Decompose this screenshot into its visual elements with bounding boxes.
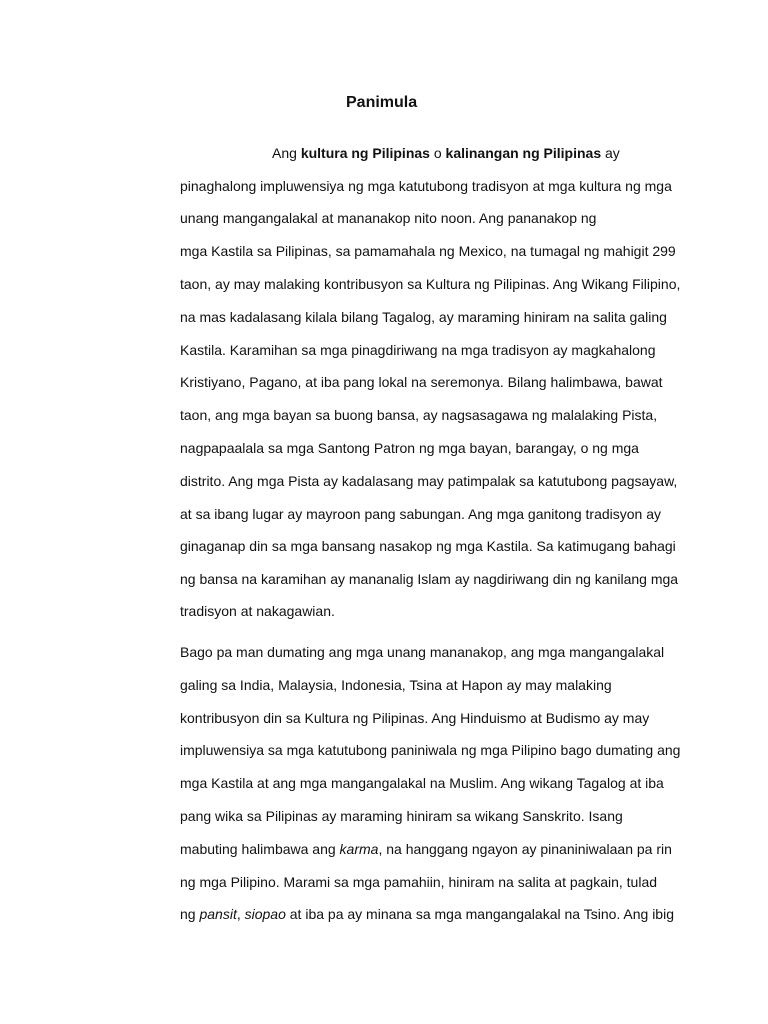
text-line: nagpapaalala sa mga Santong Patron ng mga bayan, barangay, o ng mga	[180, 440, 639, 456]
text-line: ng bansa na karamihan ay mananalig Islam ay nagdiriwang din ng kanilang mga	[180, 571, 679, 587]
text-line	[180, 840, 720, 858]
text-run: o	[429, 145, 446, 161]
italic-term: karma	[339, 841, 379, 857]
text-line: mga Kastila at ang mga mangangalakal na Muslim. Ang wikang Tagalog at iba	[180, 775, 664, 791]
text-line	[180, 905, 720, 923]
bold-term: kultura ng Pilipinas	[300, 145, 430, 161]
text-line: Bago pa man dumating ang mga unang mananakop, ang mga mangangalakal	[180, 644, 665, 660]
text-line: Kristiyano, Pagano, at iba pang lokal na seremonya. Bilang halimbawa, bawat	[180, 374, 663, 390]
text-line: pang wika sa Pilipinas ay maraming hiniram sa wikang Sanskrito. Isang	[180, 808, 623, 824]
text-line: galing sa India, Malaysia, Indonesia, Tsina at Hapon ay may malaking	[180, 677, 612, 693]
text-line	[272, 144, 768, 162]
text-line: taon, ay may malaking kontribusyon sa Kultura ng Pilipinas. Ang Wikang Filipino,	[180, 276, 681, 292]
text-run: mabuting halimbawa ang	[180, 841, 340, 857]
text-line: tradisyon at nakagawian.	[180, 603, 335, 619]
text-run: ay	[601, 145, 620, 161]
text-run: at iba pa ay minana sa mga mangangalakal na Tsino. Ang ibig	[285, 906, 674, 922]
text-run: , na hanggang ngayon ay pinaniniwalaan pa rin	[378, 841, 672, 857]
text-run: ng	[180, 906, 200, 922]
italic-term: siopao	[244, 906, 286, 922]
text-line: ginaganap din sa mga bansang nasakop ng mga Kastila. Sa katimugang bahagi	[180, 538, 676, 554]
text-line: Kastila. Karamihan sa mga pinagdiriwang na mga tradisyon ay magkahalong	[180, 342, 656, 358]
text-line: na mas kadalasang kilala bilang Tagalog, ay maraming hiniram na salita galing	[180, 309, 667, 325]
text-line: unang mangangalakal at mananakop nito noon. Ang pananakop ng	[180, 210, 597, 226]
text-line: ng mga Pilipino. Marami sa mga pamahiin, hiniram na salita at pagkain, tulad	[180, 874, 658, 890]
text-line: taon, ang mga bayan sa buong bansa, ay nagsasagawa ng malalaking Pista,	[180, 407, 658, 423]
text-line: distrito. Ang mga Pista ay kadalasang may patimpalak sa katutubong pagsayaw,	[180, 473, 678, 489]
bold-term: kalinangan ng Pilipinas	[445, 145, 602, 161]
text-run: ,	[236, 906, 245, 922]
text-run: Ang	[272, 145, 301, 161]
text-line: mga Kastila sa Pilipinas, sa pamamahala ng Mexico, na tumagal ng mahigit 299	[180, 243, 676, 259]
text-line: pinaghalong impluwensiya ng mga katutubong tradisyon at mga kultura ng mga	[180, 178, 672, 194]
text-line: at sa ibang lugar ay mayroon pang sabungan. Ang mga ganitong tradisyon ay	[180, 506, 661, 522]
document-title: Panimula	[346, 94, 418, 111]
text-line: impluwensiya sa mga katutubong paniniwala ng mga Pilipino bago dumating ang	[180, 742, 681, 758]
italic-term: pansit	[199, 906, 237, 922]
text-line: kontribusyon din sa Kultura ng Pilipinas. Ang Hinduismo at Budismo ay may	[180, 710, 650, 726]
